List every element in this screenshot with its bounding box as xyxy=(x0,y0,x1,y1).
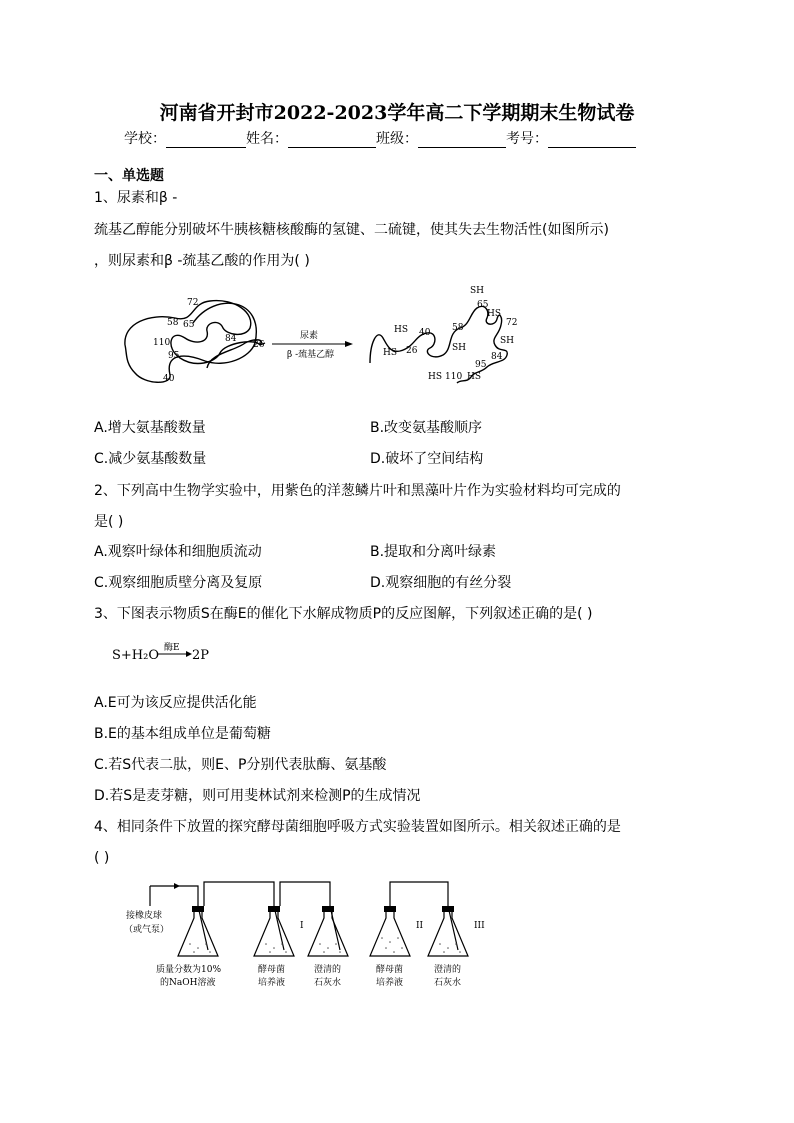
folded-protein-diagram xyxy=(125,301,265,383)
svg-text:HS: HS xyxy=(487,309,502,319)
svg-text:110: 110 xyxy=(445,372,463,382)
svg-text:95: 95 xyxy=(168,351,180,361)
q3-option-d[interactable]: D.若S是麦芽糖，则可用斐林试剂来检测P的生成情况 xyxy=(94,788,421,804)
svg-text:HS: HS xyxy=(383,348,398,358)
school-label: 学校： xyxy=(124,131,166,147)
q3-option-a[interactable]: A.E可为该反应提供活化能 xyxy=(94,695,257,711)
svg-text:SH: SH xyxy=(500,336,515,346)
svg-text:40: 40 xyxy=(163,374,175,384)
svg-text:58: 58 xyxy=(167,318,179,328)
flask-limewater-1 xyxy=(308,912,348,956)
svg-text:（或气泵）: （或气泵） xyxy=(124,925,170,935)
svg-text:26: 26 xyxy=(406,346,418,356)
protein-denaturation-figure xyxy=(115,283,535,403)
q2-option-c[interactable]: C.观察细胞质壁分离及复原 xyxy=(94,575,263,591)
reaction-arrow xyxy=(272,329,353,360)
school-field[interactable] xyxy=(166,133,246,148)
q3-option-b[interactable]: B.E的基本组成单位是葡萄糖 xyxy=(94,726,271,742)
svg-text:S+H₂O: S+H₂O xyxy=(112,648,160,663)
enzyme-reaction-equation xyxy=(112,641,232,667)
name-field[interactable] xyxy=(288,133,376,148)
q1-option-d[interactable]: D.破坏了空间结构 xyxy=(370,451,484,467)
svg-text:β -巯基乙醇: β -巯基乙醇 xyxy=(287,350,335,360)
flask-yeast-2 xyxy=(370,912,410,956)
q3-line1: 3、下图表示物质S在酶E的催化下水解成物质P的反应图解，下列叙述正确的是( ) xyxy=(94,606,593,622)
q3-option-c[interactable]: C.若S代表二肽，则E、P分别代表肽酶、氨基酸 xyxy=(94,757,387,773)
svg-text:58: 58 xyxy=(452,323,464,333)
svg-text:澄清的: 澄清的 xyxy=(314,965,342,975)
svg-text:84: 84 xyxy=(491,352,503,362)
q2-option-d[interactable]: D.观察细胞的有丝分裂 xyxy=(370,575,512,591)
svg-text:72: 72 xyxy=(187,298,199,308)
svg-text:HS: HS xyxy=(428,372,443,382)
svg-text:95: 95 xyxy=(475,360,487,370)
svg-text:I: I xyxy=(300,921,304,931)
svg-text:HS: HS xyxy=(394,325,409,335)
exam-no-label: 考号： xyxy=(506,131,548,147)
svg-text:65: 65 xyxy=(183,320,195,330)
q1-option-c[interactable]: C.减少氨基酸数量 xyxy=(94,451,207,467)
q1-option-a[interactable]: A.增大氨基酸数量 xyxy=(94,420,206,436)
svg-text:尿素: 尿素 xyxy=(300,331,319,341)
svg-text:SH: SH xyxy=(452,343,467,353)
q1-line1: 1、尿素和β - xyxy=(94,190,178,206)
class-field[interactable] xyxy=(418,133,506,148)
svg-text:II: II xyxy=(416,921,424,931)
svg-text:培养液: 培养液 xyxy=(258,978,286,988)
svg-text:65: 65 xyxy=(477,300,489,310)
flask-limewater-2 xyxy=(428,912,468,956)
svg-text:接橡皮球: 接橡皮球 xyxy=(126,911,163,921)
exam-no-field[interactable] xyxy=(548,133,636,148)
svg-text:26: 26 xyxy=(253,340,265,350)
q2-option-b[interactable]: B.提取和分离叶绿素 xyxy=(370,544,497,560)
svg-text:石灰水: 石灰水 xyxy=(314,978,342,988)
svg-text:SH: SH xyxy=(470,286,485,296)
svg-text:酵母菌: 酵母菌 xyxy=(258,965,286,975)
svg-text:84: 84 xyxy=(225,334,237,344)
q2-line2: 是( ) xyxy=(94,514,124,530)
q1-line3: ，则尿素和β -巯基乙酸的作用为( ) xyxy=(94,253,310,269)
svg-text:石灰水: 石灰水 xyxy=(434,978,462,988)
svg-text:HS: HS xyxy=(467,372,482,382)
svg-text:III: III xyxy=(474,921,485,931)
svg-text:酶E: 酶E xyxy=(164,643,180,653)
student-info-row xyxy=(124,128,636,148)
name-label: 姓名： xyxy=(246,131,288,147)
q2-line1: 2、下列高中生物学实验中，用紫色的洋葱鳞片叶和黑藻叶片作为实验材料均可完成的 xyxy=(94,483,621,499)
section-heading: 一、单选题 xyxy=(94,168,164,184)
svg-text:澄清的: 澄清的 xyxy=(434,965,462,975)
q1-option-b[interactable]: B.改变氨基酸顺序 xyxy=(370,420,483,436)
q1-line2: 巯基乙醇能分别破坏牛胰核糖核酸酶的氢键、二硫键，使其失去生物活性(如图所示) xyxy=(94,222,609,238)
svg-text:2P: 2P xyxy=(192,648,210,663)
svg-text:酵母菌: 酵母菌 xyxy=(376,965,404,975)
class-label: 班级： xyxy=(376,131,418,147)
q2-option-a[interactable]: A.观察叶绿体和细胞质流动 xyxy=(94,544,262,560)
yeast-respiration-apparatus xyxy=(118,878,498,1003)
svg-text:的NaOH溶液: 的NaOH溶液 xyxy=(160,978,216,988)
q4-line2: ( ) xyxy=(94,850,110,866)
svg-text:110: 110 xyxy=(153,338,171,348)
svg-text:质量分数为10%: 质量分数为10% xyxy=(156,965,222,975)
flask-naoh xyxy=(178,912,218,956)
page-title: 河南省开封市2022-2023学年高二下学期期末生物试卷 xyxy=(159,102,635,124)
svg-text:培养液: 培养液 xyxy=(376,978,404,988)
q4-line1: 4、相同条件下放置的探究酵母菌细胞呼吸方式实验装置如图所示。相关叙述正确的是 xyxy=(94,819,621,835)
svg-text:40: 40 xyxy=(419,328,431,338)
flask-yeast-1 xyxy=(254,912,294,956)
svg-text:72: 72 xyxy=(506,318,518,328)
